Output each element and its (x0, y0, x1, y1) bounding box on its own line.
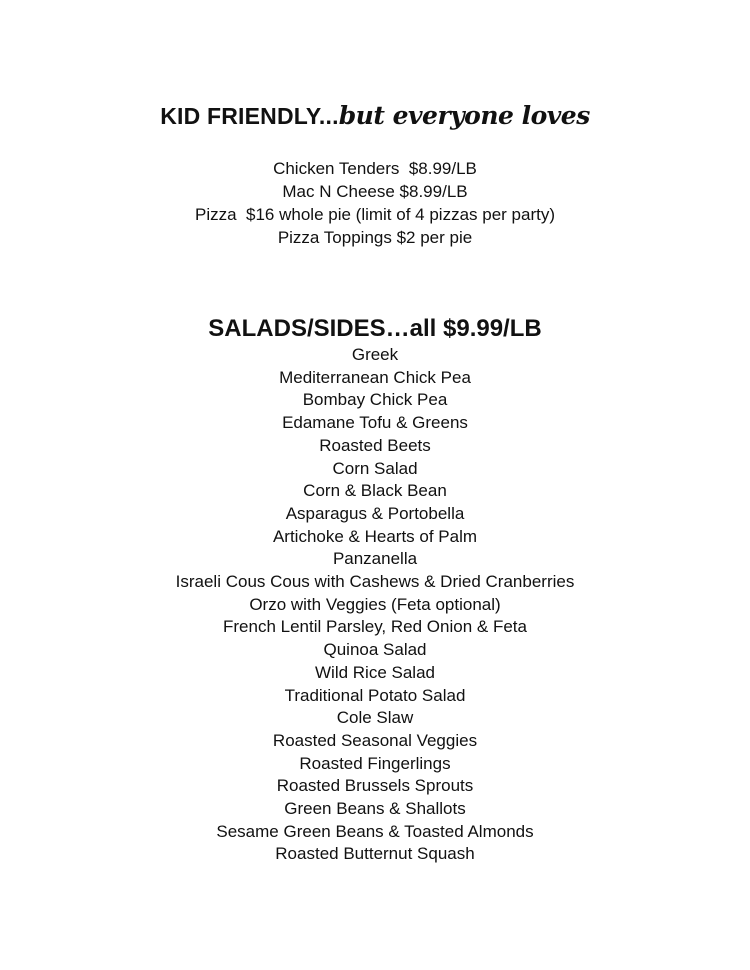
menu-item: Bombay Chick Pea (302, 390, 448, 410)
menu-item: Artichoke & Hearts of Palm (272, 526, 478, 546)
menu-item: Pizza $16 whole pie (limit of 4 pizzas per party) (195, 205, 555, 224)
menu-item: Roasted Beets (319, 435, 431, 455)
menu-item: Roasted Butternut Squash (275, 844, 475, 864)
salads-sides-list (0, 344, 750, 866)
menu-item: Traditional Potato Salad (284, 685, 466, 705)
kid-friendly-heading-main: KID FRIENDLY... (160, 103, 339, 129)
menu-item: Asparagus & Portobella (285, 503, 465, 523)
menu-item: French Lentil Parsley, Red Onion & Feta (223, 617, 527, 637)
menu-item: Quinoa Salad (323, 640, 427, 660)
menu-item: Edamane Tofu & Greens (282, 413, 468, 433)
kid-friendly-list (0, 157, 750, 249)
menu-item: Mac N Cheese $8.99/LB (282, 182, 468, 201)
menu-item: Corn & Black Bean (303, 481, 447, 501)
kid-friendly-heading (0, 100, 750, 132)
menu-item: Corn Salad (332, 458, 418, 478)
menu-item: Roasted Brussels Sprouts (276, 776, 474, 796)
menu-item: Panzanella (332, 549, 418, 569)
salads-sides-heading: SALADS/SIDES…all $9.99/LB (208, 315, 542, 342)
menu-item: Wild Rice Salad (315, 662, 435, 682)
menu-item: Orzo with Veggies (Feta optional) (249, 594, 501, 614)
menu-item: Sesame Green Beans & Toasted Almonds (216, 821, 534, 841)
menu-item: Mediterranean Chick Pea (279, 367, 471, 387)
menu-item: Roasted Seasonal Veggies (272, 730, 478, 750)
menu-item: Green Beans & Shallots (284, 799, 466, 819)
menu-item: Roasted Fingerlings (299, 753, 451, 773)
menu-item: Cole Slaw (336, 708, 414, 728)
menu-item: Pizza Toppings $2 per pie (277, 228, 473, 247)
menu-item: Chicken Tenders $8.99/LB (273, 159, 477, 178)
kid-friendly-heading-script: but everyone loves (338, 101, 590, 130)
menu-item: Greek (351, 345, 399, 364)
menu-item: Israeli Cous Cous with Cashews & Dried Cranberries (175, 572, 575, 592)
